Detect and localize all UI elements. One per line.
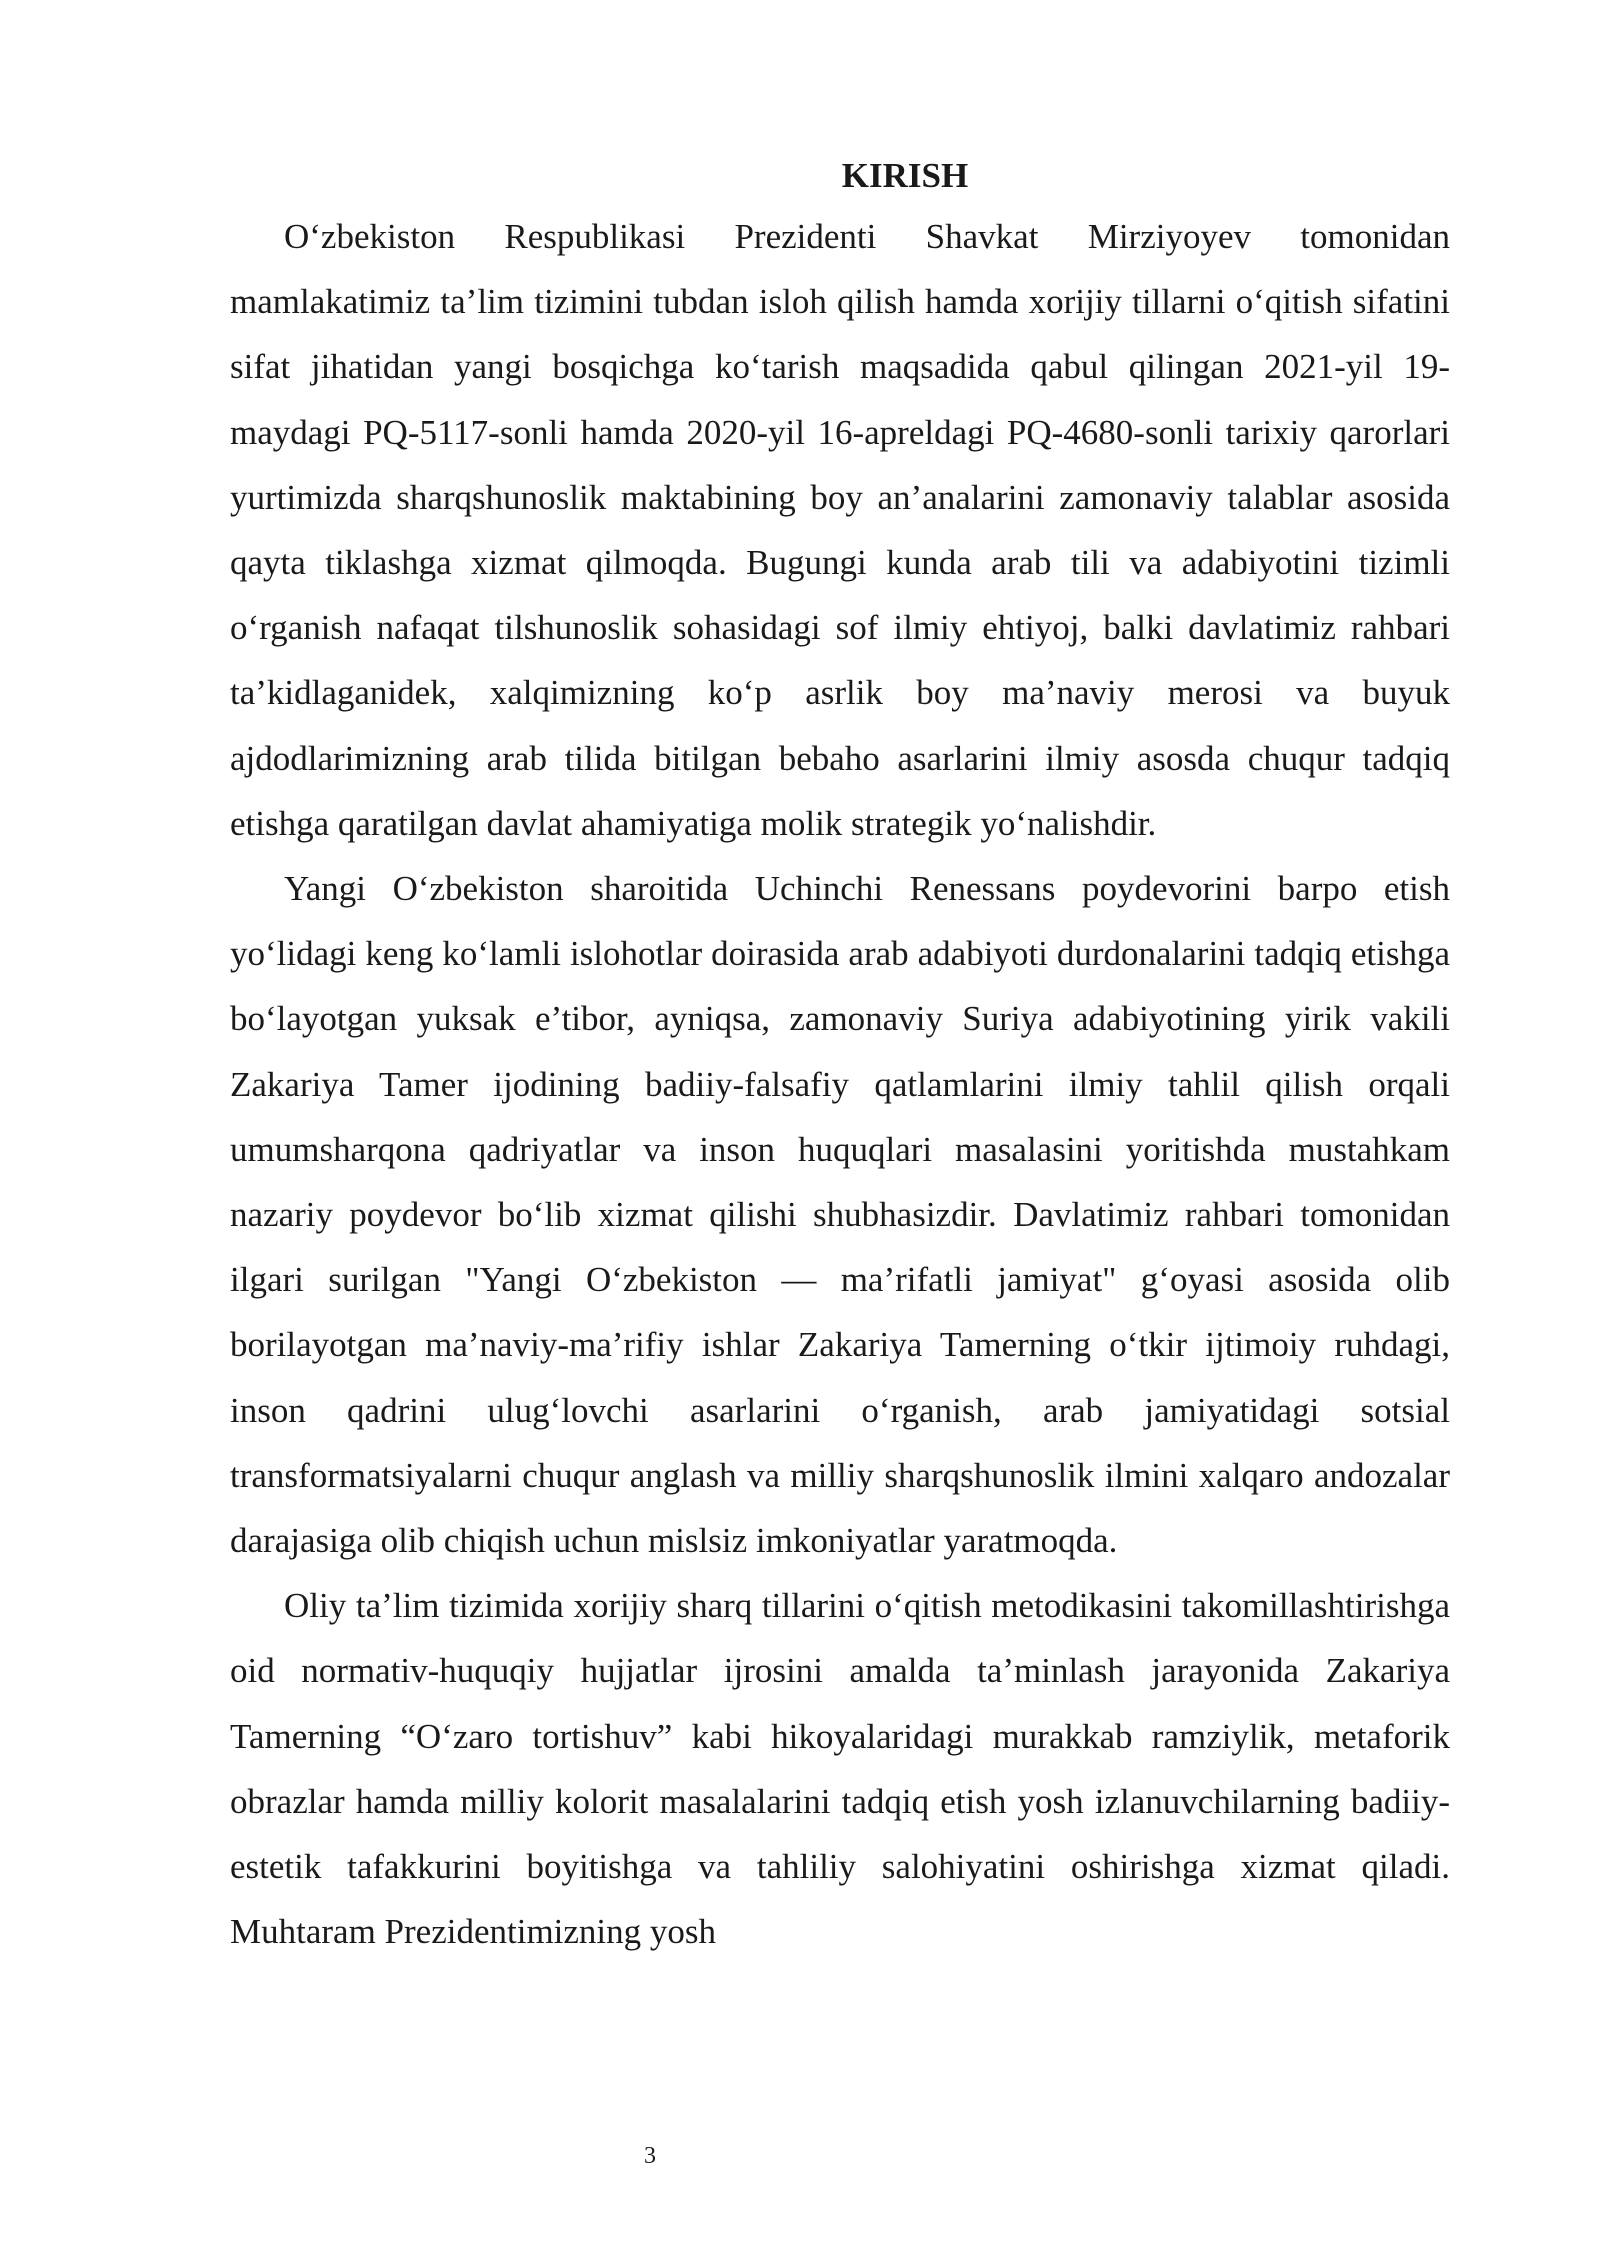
paragraph-1: O‘zbekiston Respublikasi Prezidenti Shavkat Mirziyoyev tomonidan mamlakatimiz ta’lim tizimini tubdan isloh qilish hamda xorijiy tillarni o‘qitish sifatini sifat jihatidan yangi bosqichga ko‘tarish maqsadida qabul qilingan 2021-yil 19-maydagi PQ-5117-sonli hamda 2020-yil 16-apreldagi PQ-4680-sonli tarixiy qarorlari yurtimizda sharqshunoslik maktabining boy an’analarini zamonaviy talablar asosida qayta tiklashga xizmat qilmoqda. Bugungi kunda arab tili va adabiyotini tizimli o‘rganish nafaqat tilshunoslik sohasidagi sof ilmiy ehtiyoj, balki davlatimiz rahbari ta’kidlaganidek, xalqimizning ko‘p asrlik boy ma’naviy merosi va buyuk ajdodlarimizning arab tilida bitilgan bebaho asarlarini ilmiy asosda chuqur tadqiq etishga qaratilgan davlat ahamiyatiga molik strategik yo‘nalishdir. bbox=[230, 217, 1450, 843]
page-number: 3 bbox=[644, 2143, 656, 2169]
section-heading: KIRISH bbox=[841, 156, 969, 195]
paragraph-2: Yangi O‘zbekiston sharoitida Uchinchi Renessans poydevorini barpo etish yo‘lidagi keng ko‘lamli islohotlar doirasida arab adabiyoti durdonalarini tadqiq etishga bo‘layotgan yuksak e’tibor, ayniqsa, zamonaviy Suriya adabiyotining yirik vakili Zakariya Tamer ijodining badiiy-falsafiy qatlamlarini ilmiy tahlil qilish orqali umumsharqona qadriyatlar va inson huquqlari masalasini yoritishda mustahkam nazariy poydevor bo‘lib xizmat qilishi shubhasizdir. Davlatimiz rahbari tomonidan ilgari surilgan "Yangi O‘zbekiston — ma’rifatli jamiyat" g‘oyasi asosida olib borilayotgan ma’naviy-ma’rifiy ishlar Zakariya Tamerning o‘tkir ijtimoiy ruhdagi, inson qadrini ulug‘lovchi asarlarini o‘rganish, arab jamiyatidagi sotsial transformatsiyalarni chuqur anglash va milliy sharqshunoslik ilmini xalqaro andozalar darajasiga olib chiqish uchun mislsiz imkoniyatlar yaratmoqda. bbox=[230, 869, 1450, 1561]
page-content bbox=[230, 148, 1450, 1964]
paragraph-3: Oliy ta’lim tizimida xorijiy sharq tillarini o‘qitish metodikasini takomillashtirishga oid normativ-huquqiy hujjatlar ijrosini amalda ta’minlash jarayonida Zakariya Tamerning “O‘zaro tortishuv” kabi hikoyalaridagi murakkab ramziylik, metaforik obrazlar hamda milliy kolorit masalalarini tadqiq etish yosh izlanuvchilarning badiiy-estetik tafakkurini boyitishga va tahliliy salohiyatini oshirishga xizmat qiladi. Muhtaram Prezidentimizning yosh bbox=[230, 1586, 1450, 1952]
